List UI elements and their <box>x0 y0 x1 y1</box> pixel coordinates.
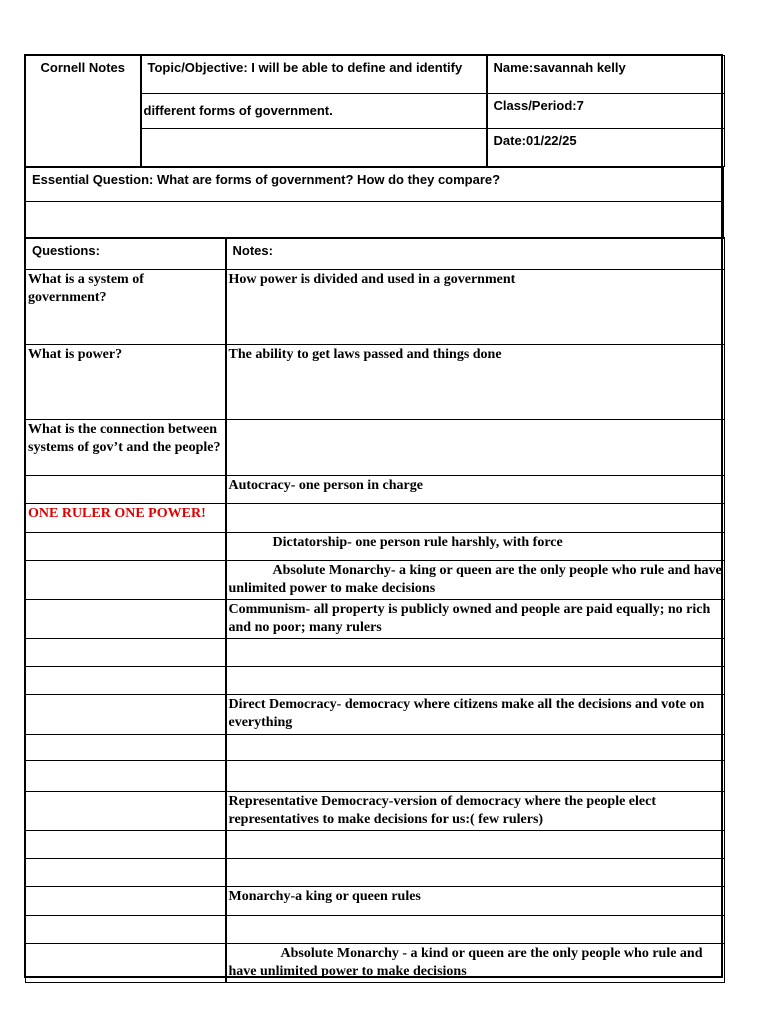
question-cell <box>26 735 226 761</box>
question-cell: What is the connection between systems of gov’t and the people? <box>26 420 226 476</box>
question-cell <box>26 561 226 600</box>
note-cell: Monarchy-a king or queen rules <box>226 887 725 916</box>
note-cell: Communism- all property is publicly owned and people are paid equally; no rich and no poor; many rulers <box>226 600 725 639</box>
note-cell: Direct Democracy- democracy where citizens make all the decisions and vote on everything <box>226 695 725 735</box>
note-cell: Absolute Monarchy - a kind or queen are the only people who rule and have unlimited power to make decisions <box>226 944 725 983</box>
question-cell: What is power? <box>26 345 226 420</box>
name-field: Name:savannah kelly <box>487 56 725 94</box>
question-cell <box>26 600 226 639</box>
note-cell <box>226 859 725 887</box>
question-cell <box>26 695 226 735</box>
date-field: Date:01/22/25 <box>487 129 725 167</box>
sheet-title: Cornell Notes <box>26 56 141 167</box>
essential-question-blank <box>26 201 724 237</box>
question-cell <box>26 792 226 831</box>
note-cell: Absolute Monarchy- a king or queen are the only people who rule and have unlimited power to make decisions <box>226 561 725 600</box>
question-cell <box>26 667 226 695</box>
notes-header: Notes: <box>226 238 725 270</box>
cornell-notes-sheet <box>25 55 724 983</box>
note-cell <box>226 761 725 792</box>
note-cell: How power is divided and used in a government <box>226 270 725 345</box>
note-cell: The ability to get laws passed and things done <box>226 345 725 420</box>
note-cell <box>226 916 725 944</box>
note-cell: Dictatorship- one person rule harshly, with force <box>226 533 725 561</box>
note-cell <box>226 420 725 476</box>
note-cell: Autocracy- one person in charge <box>226 476 725 504</box>
question-cell <box>26 761 226 792</box>
question-cell <box>26 476 226 504</box>
question-cell <box>26 639 226 667</box>
highlight-note: ONE RULER ONE POWER! <box>26 504 226 533</box>
question-cell <box>26 916 226 944</box>
note-cell <box>226 831 725 859</box>
essential-question-table <box>25 166 724 238</box>
note-cell <box>226 504 725 533</box>
question-cell <box>26 533 226 561</box>
topic-line-1: Topic/Objective: I will be able to define and identify <box>141 56 487 94</box>
question-cell <box>26 831 226 859</box>
note-cell <box>226 735 725 761</box>
question-cell <box>26 859 226 887</box>
essential-question: Essential Question: What are forms of government? How do they compare? <box>26 167 724 201</box>
questions-header: Questions: <box>26 238 226 270</box>
header-table <box>25 55 725 167</box>
class-period-field: Class/Period:7 <box>487 94 725 129</box>
note-cell: Representative Democracy-version of democracy where the people elect representatives to make decisions for us:( few rulers) <box>226 792 725 831</box>
note-cell <box>226 639 725 667</box>
topic-line-3 <box>141 129 487 167</box>
question-cell: What is a system of government? <box>26 270 226 345</box>
topic-line-2: different forms of government. <box>141 94 487 129</box>
question-cell <box>26 887 226 916</box>
note-cell <box>226 667 725 695</box>
question-cell <box>26 944 226 983</box>
notes-table <box>25 237 725 984</box>
